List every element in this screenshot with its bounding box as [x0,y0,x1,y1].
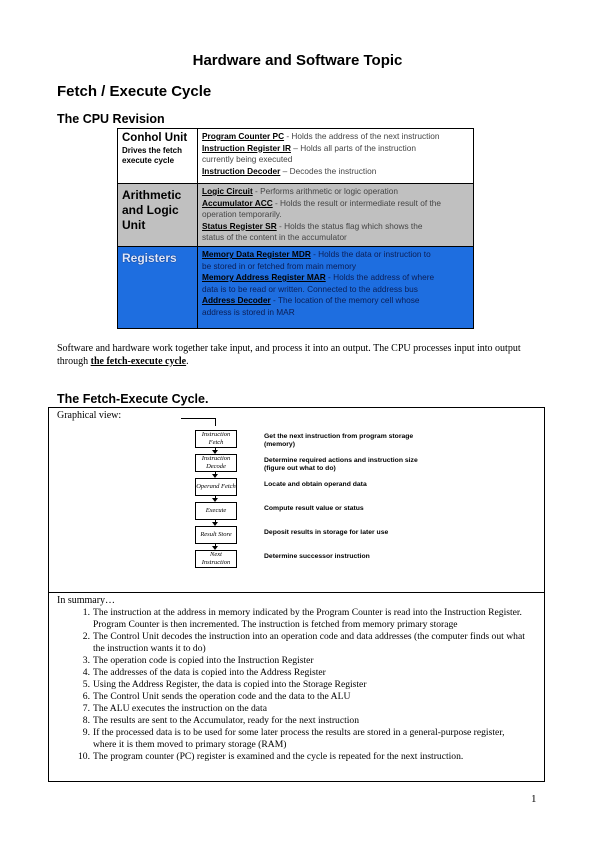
control-unit-line [202,143,469,155]
flow-step-description: Determine successor instruction [264,553,370,560]
component-description: – Holds all parts of the instruction [290,142,416,153]
component-description: data is to be read or written. Connected to the address bus [202,283,418,294]
registers-line [202,295,469,307]
summary-step [49,703,544,715]
flow-step-box: Instruction Decode [195,454,237,472]
step-text: The Control Unit decodes the instruction into an operation code and data addresses (the computer finds out what the instruction wants it to do) [93,631,525,654]
summary-step [49,607,544,631]
component-description: - Holds the address of the next instruction [284,131,440,141]
step-number: 1. [82,607,90,618]
registers-row [118,246,473,328]
step-number: 8. [82,715,90,726]
step-number: 7. [82,703,90,714]
component-description: currently being executed [202,154,293,164]
flow-arrow [215,418,216,426]
flow-step-description: Determine required actions and instruction size (figure out what to do) [264,457,418,472]
step-text: The addresses of the data is copied into the Address Register [93,667,326,678]
alu-name: Arithmetic and Logic Unit [122,188,182,232]
flow-step-description: Get the next instruction from program storage (memory) [264,433,414,448]
summary-step [49,679,544,691]
component-term: Program Counter PC [202,131,285,141]
component-term: Status Register SR [202,220,277,231]
alu-details [198,184,473,246]
registers-name: Registers [122,251,177,265]
component-description: - Holds the address of where [325,272,435,282]
fetch-execute-heading: The Fetch-Execute Cycle. [57,392,209,406]
step-number: 4. [82,667,90,678]
component-term: Address Decoder [202,295,271,305]
summary-step [49,751,544,763]
summary-step [49,655,544,667]
control-unit-row [118,129,473,183]
component-term: Instruction Decoder [202,165,281,176]
step-number: 6. [82,691,90,702]
registers-line [202,261,469,273]
summary-step [49,691,544,703]
alu-line [202,186,469,198]
component-description: be stored in or fetched from main memory [202,260,357,271]
paragraph-end: . [186,355,189,367]
flow-step-description: Deposit results in storage for later use [264,529,389,536]
registers-line [202,307,469,319]
summary-step [49,667,544,679]
flow-loop-line [181,418,216,419]
control-unit-details [198,129,473,183]
summary-steps [49,607,544,763]
control-unit-line [202,131,469,143]
control-unit-name: Conhol Unit [122,132,188,144]
flow-step-box: Next Instruction [195,550,237,568]
flow-step-box: Instruction Fetch [195,430,237,448]
fetch-execute-link[interactable]: the fetch-execute cycle [90,355,187,367]
intro-paragraph [57,343,537,368]
graphical-view-label: Graphical view: [57,410,122,421]
step-text: Using the Address Register, the data is copied into the Storage Register [93,679,367,690]
registers-line [202,284,469,296]
cpu-revision-table [117,128,474,329]
component-description: - Holds the data or instruction to [310,249,431,259]
flow-step-box: Result Store [195,526,237,544]
page-number: 1 [531,793,537,805]
alu-line [202,198,469,210]
component-term: Logic Circuit [202,186,253,196]
graphical-view-cell [49,408,544,593]
paragraph-text: Software and hardware work together take input, and process it into an output. The CPU processes input into output through [57,343,521,367]
document-title: Hardware and Software Topic [192,52,403,69]
step-text: The operation code is copied into the Instruction Register [93,655,314,666]
registers-details [198,247,473,328]
component-description: operation temporarily. [202,209,282,219]
step-number: 10. [78,751,90,762]
alu-line [202,221,469,233]
control-unit-subtitle: Drives the fetch execute cycle [122,146,183,165]
step-text: The results are sent to the Accumulator, ready for the next instruction [93,715,360,726]
component-description: - Performs arithmetic or logic operation [252,186,398,196]
cpu-revision-heading: The CPU Revision [57,112,165,126]
control-unit-line [202,154,469,166]
summary-step [49,631,544,655]
control-unit-line [202,166,469,178]
summary-step [49,715,544,727]
component-term: Instruction Register IR [202,142,291,153]
step-number: 3. [82,655,90,666]
registers-line [202,272,469,284]
flow-step-box: Operand Fetch [195,478,237,496]
flow-step-box: Execute [195,502,237,520]
step-text: The program counter (PC) register is examined and the cycle is repeated for the next instruction. [93,751,464,762]
alu-line [202,209,469,221]
fetch-execute-table [48,407,545,782]
alu-row [118,183,473,246]
component-description: - Holds the status flag which shows the [276,220,423,231]
step-text: The ALU executes the instruction on the data [93,703,267,714]
component-description: address is stored in MAR [202,306,295,317]
component-description: status of the content in the accumulator [202,232,347,242]
step-text: The Control Unit sends the operation code and the data to the ALU [93,691,351,702]
step-text: If the processed data is to be used for some later process the results are stored in a general-purpose register, where it is them moved to primary storage (RAM) [93,727,505,750]
summary-step [49,727,544,751]
alu-line [202,232,469,244]
summary-label: In summary… [57,595,116,606]
step-number: 9. [82,727,90,738]
component-description: – Decodes the instruction [280,165,377,176]
step-text: The instruction at the address in memory indicated by the Program Counter is read into the Instruction Register. Program Counter is then incremented. The instruction is fetched from memory primary storage [93,607,522,630]
registers-line [202,249,469,261]
flow-step-description: Compute result value or status [264,505,364,512]
component-description: - Holds the result or intermediate result of the [272,197,442,208]
step-number: 5. [82,679,90,690]
component-term: Memory Address Register MAR [202,272,326,282]
flow-step-description: Locate and obtain operand data [264,481,367,488]
component-description: - The location of the memory cell whose [270,295,420,305]
section-heading: Fetch / Execute Cycle [57,83,212,100]
step-number: 2. [82,631,90,642]
component-term: Memory Data Register MDR [202,249,311,259]
component-term: Accumulator ACC [202,197,273,208]
